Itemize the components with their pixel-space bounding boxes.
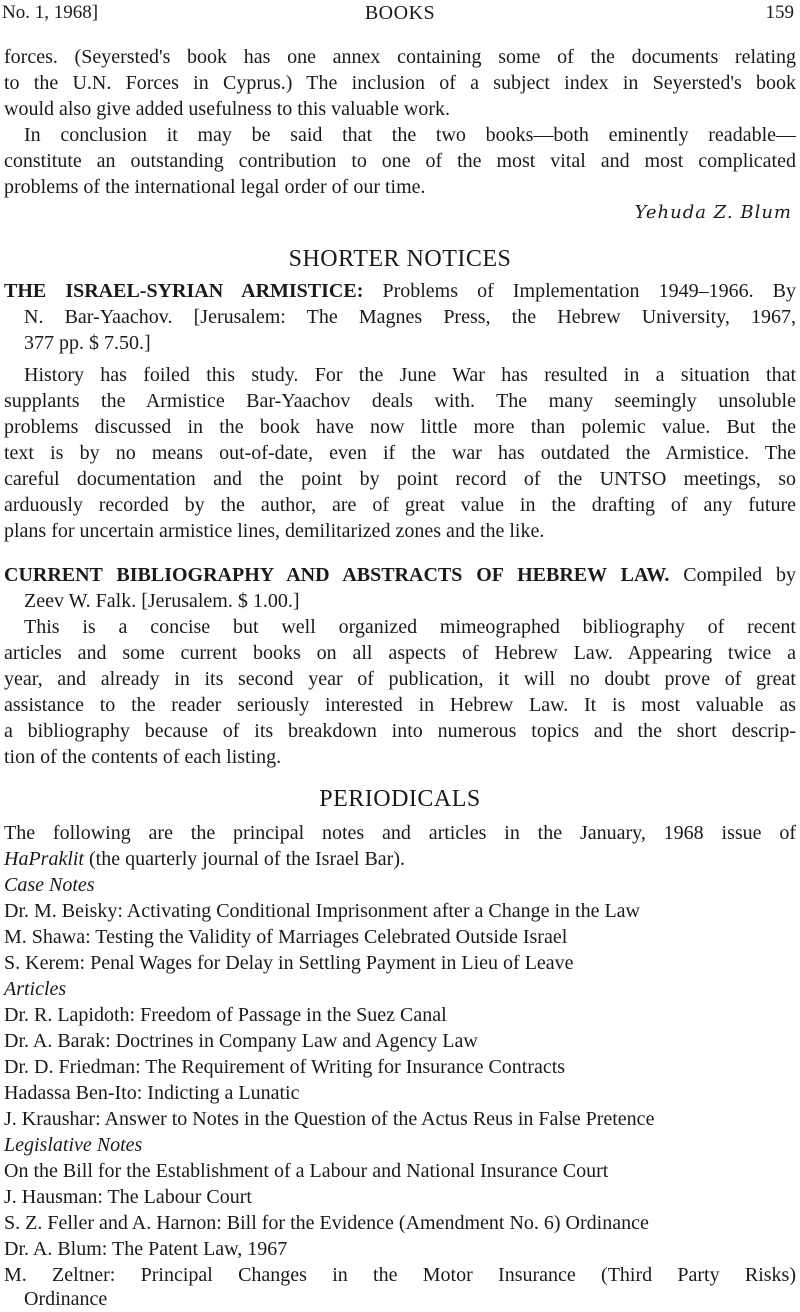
notice-body-line: year, and already in its second year of publication, it will no doubt prove of great <box>4 668 796 690</box>
section-label-articles: Articles <box>4 978 67 1000</box>
periodicals-heading: PERIODICALS <box>319 786 481 812</box>
periodicals-intro-line <box>4 846 796 872</box>
notice-citation-line: Zeev W. Falk. [Jerusalem. $ 1.00.] <box>24 590 300 612</box>
periodical-entry: Dr. D. Friedman: The Requirement of Writing for Insurance Contracts <box>4 1056 566 1078</box>
notice-title: CURRENT BIBLIOGRAPHY AND ABSTRACTS OF HEBREW LAW. <box>4 564 670 586</box>
shorter-notices-heading: SHORTER NOTICES <box>288 246 512 272</box>
review-text-line: would also give added usefulness to this valuable work. <box>4 98 451 120</box>
notice-body-line: assistance to the reader seriously interested in Hebrew Law. It is most valuable as <box>4 694 796 716</box>
notice-body-line: plans for uncertain armistice lines, demilitarized zones and the like. <box>4 520 545 542</box>
notice-citation-line <box>4 278 796 304</box>
section-label-legislative-notes: Legislative Notes <box>4 1134 143 1156</box>
periodical-entry-continuation: Ordinance <box>24 1288 108 1310</box>
notice-citation-line <box>4 562 796 588</box>
conclusion-line: constitute an outstanding contribution to one of the most vital and most complicated <box>4 150 796 172</box>
periodical-entry: M. Shawa: Testing the Validity of Marriages Celebrated Outside Israel <box>4 926 568 948</box>
periodical-entry: Hadassa Ben-Ito: Indicting a Lunatic <box>4 1082 300 1104</box>
review-text-line: forces. (Seyersted's book has one annex containing some of the documents relating <box>4 46 796 68</box>
journal-name: HaPraklit <box>4 848 84 870</box>
section-label-case-notes: Case Notes <box>4 874 95 896</box>
periodicals-intro-line: The following are the principal notes and articles in the January, 1968 issue of <box>4 822 796 844</box>
periodical-entry: Dr. A. Barak: Doctrines in Company Law and Agency Law <box>4 1030 478 1052</box>
notice-body-line: a bibliography because of its breakdown into numerous topics and the short descrip- <box>4 720 796 742</box>
periodical-entry: J. Kraushar: Answer to Notes in the Question of the Actus Reus in False Pretence <box>4 1108 655 1130</box>
notice-body-line: This is a concise but well organized mimeographed bibliography of recent <box>24 616 796 638</box>
notice-body-line: careful documentation and the point by point record of the UNTSO meetings, so <box>4 468 796 490</box>
notice-body-line: problems discussed in the book have now little more than polemic value. But the <box>4 416 796 438</box>
notice-citation-line: 377 pp. $ 7.50.] <box>24 332 151 354</box>
periodical-entry: S. Z. Feller and A. Harnon: Bill for the Evidence (Amendment No. 6) Ordinance <box>4 1212 649 1234</box>
conclusion-line: In conclusion it may be said that the two books—both eminently readable— <box>24 124 796 146</box>
journal-description: (the quarterly journal of the Israel Bar). <box>84 848 405 870</box>
periodical-entry: Dr. A. Blum: The Patent Law, 1967 <box>4 1238 288 1260</box>
notice-body-line: supplants the Armistice Bar-Yaachov deals with. The many seemingly unsoluble <box>4 390 796 412</box>
review-text-line: to the U.N. Forces in Cyprus.) The inclusion of a subject index in Seyersted's book <box>4 72 796 94</box>
notice-body-line: tion of the contents of each listing. <box>4 746 282 768</box>
periodical-entry: M. Zeltner: Principal Changes in the Motor Insurance (Third Party Risks) <box>4 1264 796 1286</box>
notice-title: THE ISRAEL-SYRIAN ARMISTICE: <box>4 280 364 302</box>
notice-body-line: arduously recorded by the author, are of great value in the drafting of any future <box>4 494 796 516</box>
periodical-entry: S. Kerem: Penal Wages for Delay in Settling Payment in Lieu of Leave <box>4 952 574 974</box>
section-running-title: BOOKS <box>364 2 436 24</box>
notice-citation: Compiled by <box>669 564 796 586</box>
periodical-entry: Dr. M. Beisky: Activating Conditional Imprisonment after a Change in the Law <box>4 900 640 922</box>
issue-label: No. 1, 1968] <box>2 2 99 23</box>
reviewer-signature: Yehuda Z. Blum <box>634 202 792 223</box>
notice-body-line: text is by no means out-of-date, even if the war has outdated the Armistice. The <box>4 442 796 464</box>
periodical-entry: J. Hausman: The Labour Court <box>4 1186 252 1208</box>
notice-body-line: articles and some current books on all aspects of Hebrew Law. Appearing twice a <box>4 642 796 664</box>
periodical-entry: On the Bill for the Establishment of a Labour and National Insurance Court <box>4 1160 609 1182</box>
notice-citation-line: N. Bar-Yaachov. [Jerusalem: The Magnes Press, the Hebrew University, 1967, <box>24 306 796 328</box>
notice-citation: Problems of Implementation 1949–1966. By <box>363 280 797 302</box>
notice-body-line: History has foiled this study. For the June War has resulted in a situation that <box>24 364 796 386</box>
conclusion-line: problems of the international legal order of our time. <box>4 176 426 198</box>
page-number: 159 <box>765 2 794 23</box>
periodical-entry: Dr. R. Lapidoth: Freedom of Passage in the Suez Canal <box>4 1004 447 1026</box>
